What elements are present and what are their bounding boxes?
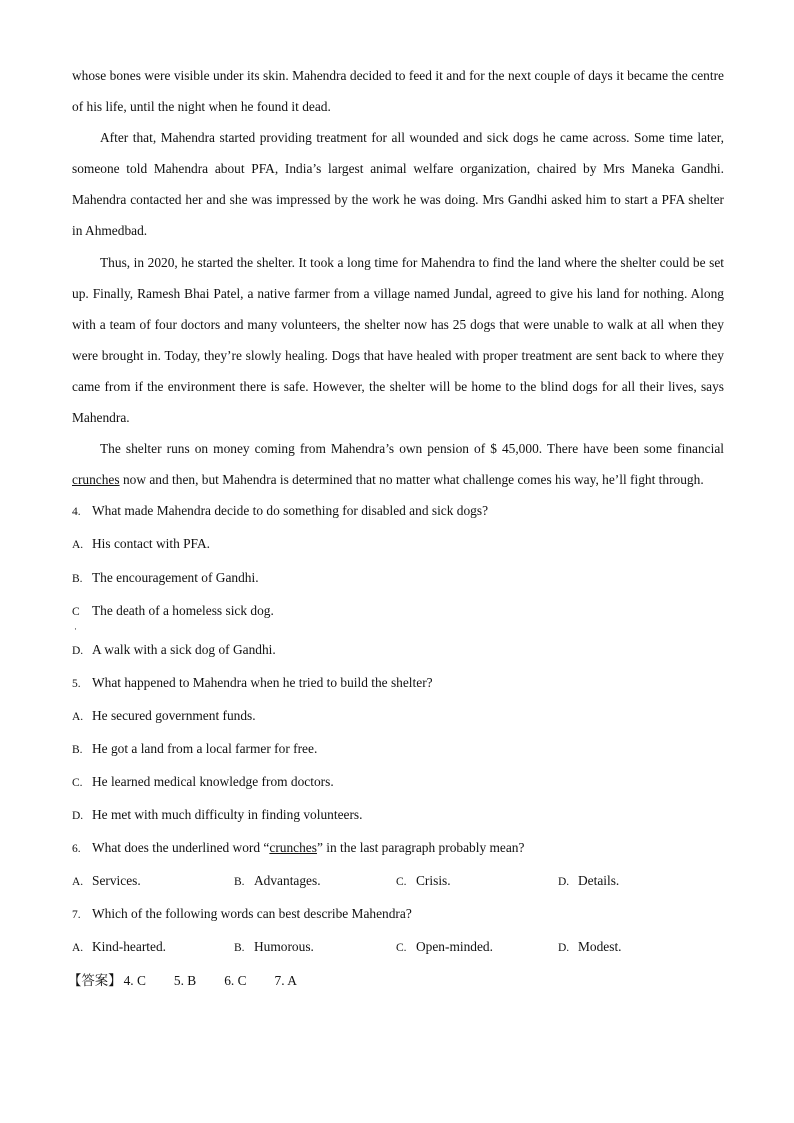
option-text: He met with much difficulty in finding volunteers. (92, 807, 363, 823)
question-number: 4. (72, 506, 81, 519)
option-letter: D. (72, 810, 84, 823)
option-6d[interactable] (558, 865, 619, 898)
option-text: Advantages. (254, 873, 321, 889)
option-7a[interactable] (72, 931, 234, 964)
option-6a[interactable] (72, 865, 234, 898)
passage-paragraph-3: Thus, in 2020, he started the shelter. It took a long time for Mahendra to find the land where the shelter could be set up. Finally, Ramesh Bhai Patel, a native farmer from a village named Jundal, agreed to give his land for nothing. Along with a team of four doctors and many volunteers, the shelter now has 25 dogs that were unable to walk at all when they were brought in. Today, they’re slowly healing. Dogs that have healed with proper treatment are sent back to where they came from if the environment there is safe. However, the shelter will be home to the blind dogs for all their lives, says Mahendra. (72, 254, 724, 426)
option-7b[interactable] (234, 931, 396, 964)
option-5b[interactable] (72, 733, 724, 766)
passage-paragraph-2: After that, Mahendra started providing treatment for all wounded and sick dogs he came across. Some time later, someone told Mahendra about PFA, India’s largest animal welfare organization, chaired by Mrs Maneka Gandhi. Mahendra contacted her and she was impressed by the work he was doing. Mrs Gandhi asked him to start a PFA shelter in Ahmedbad. (72, 130, 724, 239)
option-4b[interactable] (72, 562, 724, 595)
option-letter: D. (558, 942, 570, 955)
option-7c[interactable] (396, 931, 558, 964)
question-number: 5. (72, 677, 81, 690)
question-6 (72, 832, 724, 865)
option-7d[interactable] (558, 931, 622, 964)
option-letter: C. (396, 942, 407, 955)
answer-5: 5. B (173, 972, 197, 988)
option-text: Humorous. (254, 939, 314, 955)
question-text: Which of the following words can best describe Mahendra? (92, 906, 412, 922)
question-text: What does the underlined word “ (92, 840, 270, 856)
question-text: What happened to Mahendra when he tried to build the shelter? (92, 674, 433, 690)
option-5d[interactable] (72, 799, 724, 832)
option-6b[interactable] (234, 865, 396, 898)
option-text: He learned medical knowledge from doctors. (92, 773, 334, 789)
option-text: Open-minded. (416, 939, 493, 955)
options-row-7 (72, 931, 724, 964)
answer-tag: 【答案】 (68, 972, 122, 988)
question-text: ” in the last paragraph probably mean? (316, 840, 525, 856)
answer-key (68, 965, 724, 996)
option-letter: C. (72, 776, 83, 789)
question-number: 6. (72, 843, 81, 856)
option-5c[interactable] (72, 766, 724, 799)
option-letter: C (72, 605, 80, 618)
option-text: A walk with a sick dog of Gandhi. (92, 641, 276, 657)
option-letter: D. (72, 644, 84, 657)
option-letter: D. (558, 876, 570, 889)
passage-paragraph-4 (72, 433, 724, 495)
option-text: The encouragement of Gandhi. (92, 569, 259, 585)
question-5 (72, 667, 724, 700)
stray-mark: · (74, 623, 77, 634)
option-letter: A. (72, 876, 84, 889)
question-text: What made Mahendra decide to do something for disabled and sick dogs? (92, 503, 489, 519)
answer-7: 7. A (274, 972, 297, 988)
option-text: Kind-hearted. (92, 939, 166, 955)
option-text: He secured government funds. (92, 707, 256, 723)
answer-6: 6. C (224, 972, 247, 988)
options-row-6 (72, 865, 724, 898)
option-letter: B. (234, 942, 245, 955)
underlined-word: crunches (269, 840, 317, 856)
option-letter: B. (72, 572, 83, 585)
option-letter: A. (72, 710, 84, 723)
underlined-word: crunches (72, 472, 120, 488)
answer-4: 4. C (123, 972, 146, 988)
option-text: Modest. (578, 939, 622, 955)
option-letter: A. (72, 942, 84, 955)
passage-paragraph-continued: whose bones were visible under its skin. Mahendra decided to feed it and for the next couple of days it became the centre of his life, until the night when he found it dead. (72, 68, 724, 115)
paragraph-text: now and then, but Mahendra is determined that no matter what challenge comes his way, he’ll fight through. (119, 472, 704, 488)
option-text: Crisis. (416, 873, 451, 889)
option-letter: B. (234, 876, 245, 889)
question-number: 7. (72, 909, 81, 922)
option-letter: C. (396, 876, 407, 889)
option-text: Services. (92, 873, 141, 889)
option-text: His contact with PFA. (92, 536, 211, 552)
option-4a[interactable] (72, 528, 724, 561)
option-6c[interactable] (396, 865, 558, 898)
question-7 (72, 898, 724, 931)
document-page (68, 60, 724, 996)
option-text: He got a land from a local farmer for free. (92, 740, 318, 756)
option-4c[interactable] (72, 599, 724, 624)
option-letter: A. (72, 539, 84, 552)
option-4d[interactable] (72, 634, 724, 667)
question-4 (72, 495, 724, 528)
option-letter: B. (72, 743, 83, 756)
option-text: Details. (578, 873, 620, 889)
paragraph-text: The shelter runs on money coming from Mahendra’s own pension of $ 45,000. There have been some financial (100, 441, 724, 457)
option-5a[interactable] (72, 700, 724, 733)
option-text: The death of a homeless sick dog. (92, 602, 274, 618)
